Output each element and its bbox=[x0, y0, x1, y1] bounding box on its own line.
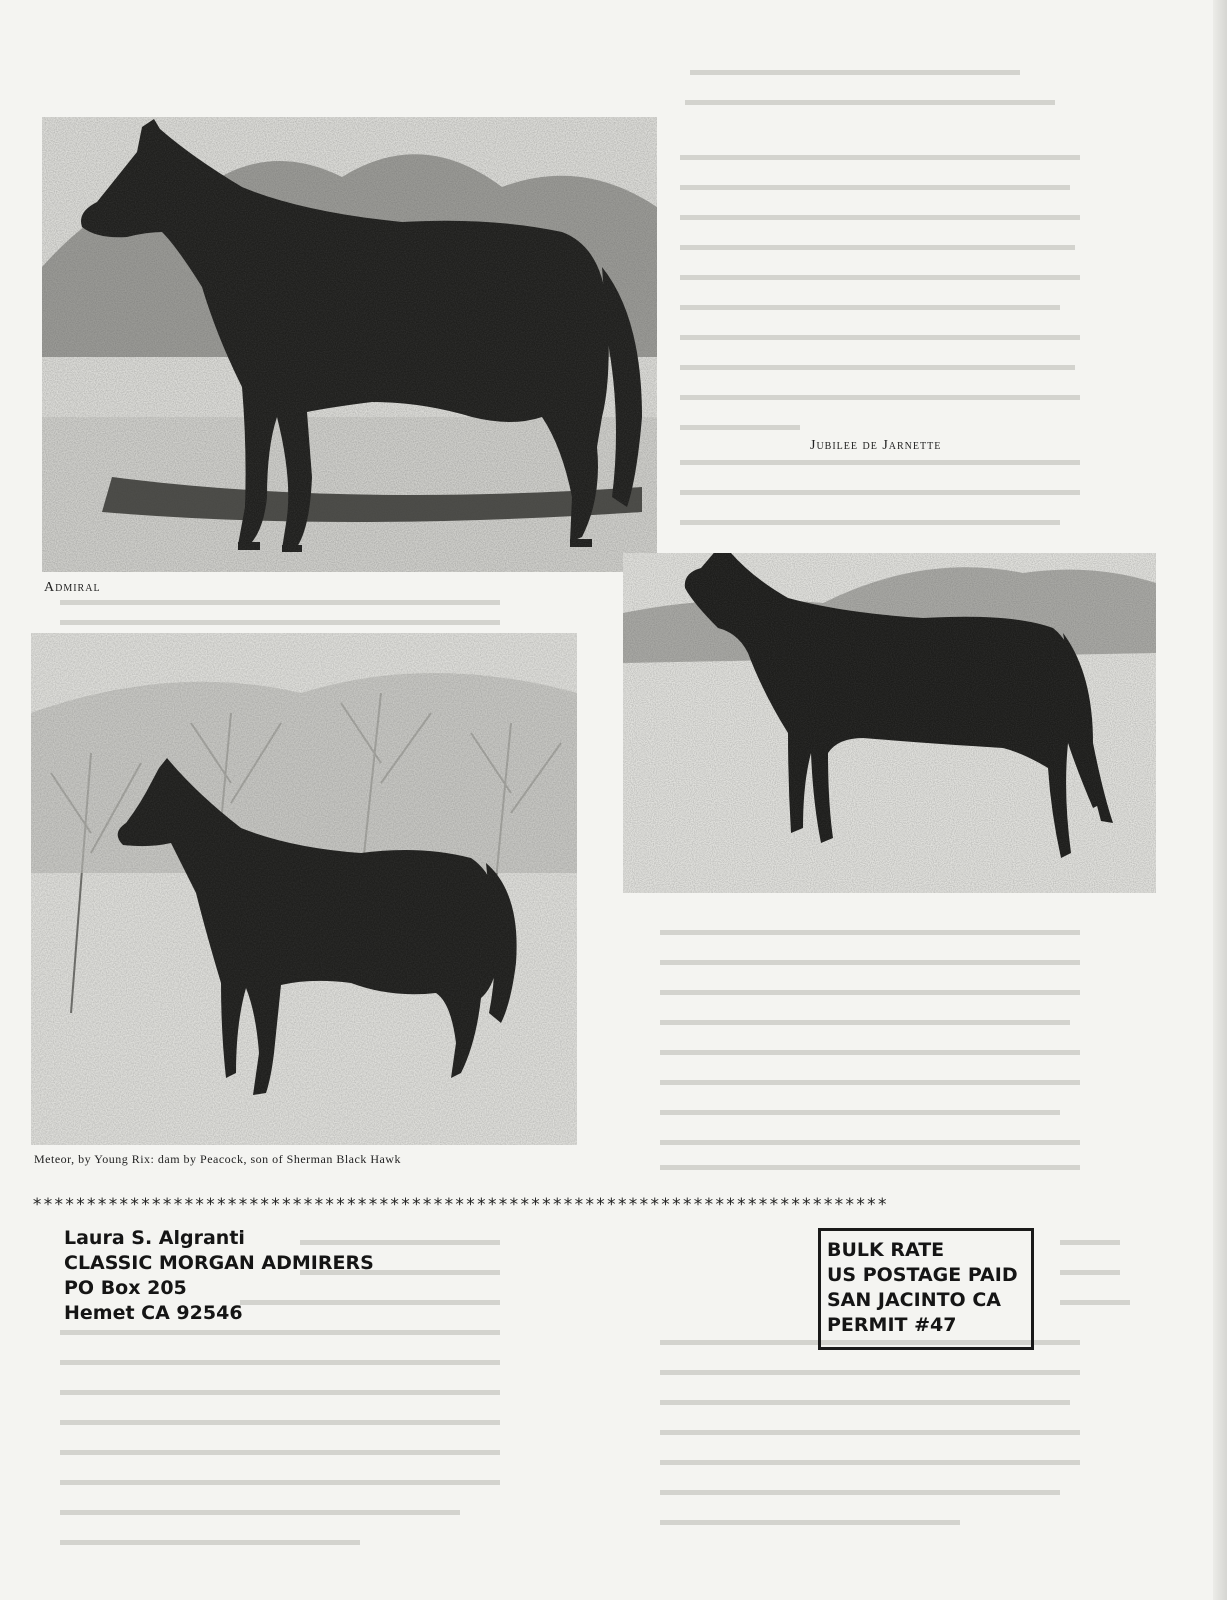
admiral-horse-illustration bbox=[42, 117, 657, 572]
postage-line-2: US POSTAGE PAID bbox=[827, 1264, 1018, 1286]
jubilee-horse-illustration bbox=[623, 553, 1156, 893]
jubilee-caption: Jubilee de Jarnette bbox=[810, 438, 942, 453]
star-divider: ******************************************************************************* bbox=[32, 1195, 888, 1215]
jubilee-photo bbox=[623, 553, 1156, 893]
admiral-photo bbox=[42, 117, 657, 572]
address-name: Laura S. Algranti bbox=[64, 1227, 245, 1249]
postage-line-1: BULK RATE bbox=[827, 1239, 945, 1261]
meteor-caption: Meteor, by Young Rix: dam by Peacock, son of Sherman Black Hawk bbox=[34, 1152, 401, 1166]
postage-line-4: PERMIT #47 bbox=[827, 1314, 957, 1336]
meteor-horse-illustration bbox=[31, 633, 577, 1145]
meteor-photo bbox=[31, 633, 577, 1145]
address-city: Hemet CA 92546 bbox=[64, 1302, 243, 1324]
postage-line-3: SAN JACINTO CA bbox=[827, 1289, 1001, 1311]
admiral-caption: Admiral bbox=[44, 580, 101, 595]
return-address bbox=[64, 1226, 374, 1326]
address-organization: CLASSIC MORGAN ADMIRERS bbox=[64, 1252, 374, 1274]
postage-indicia bbox=[818, 1228, 1034, 1350]
address-po-box: PO Box 205 bbox=[64, 1277, 187, 1299]
